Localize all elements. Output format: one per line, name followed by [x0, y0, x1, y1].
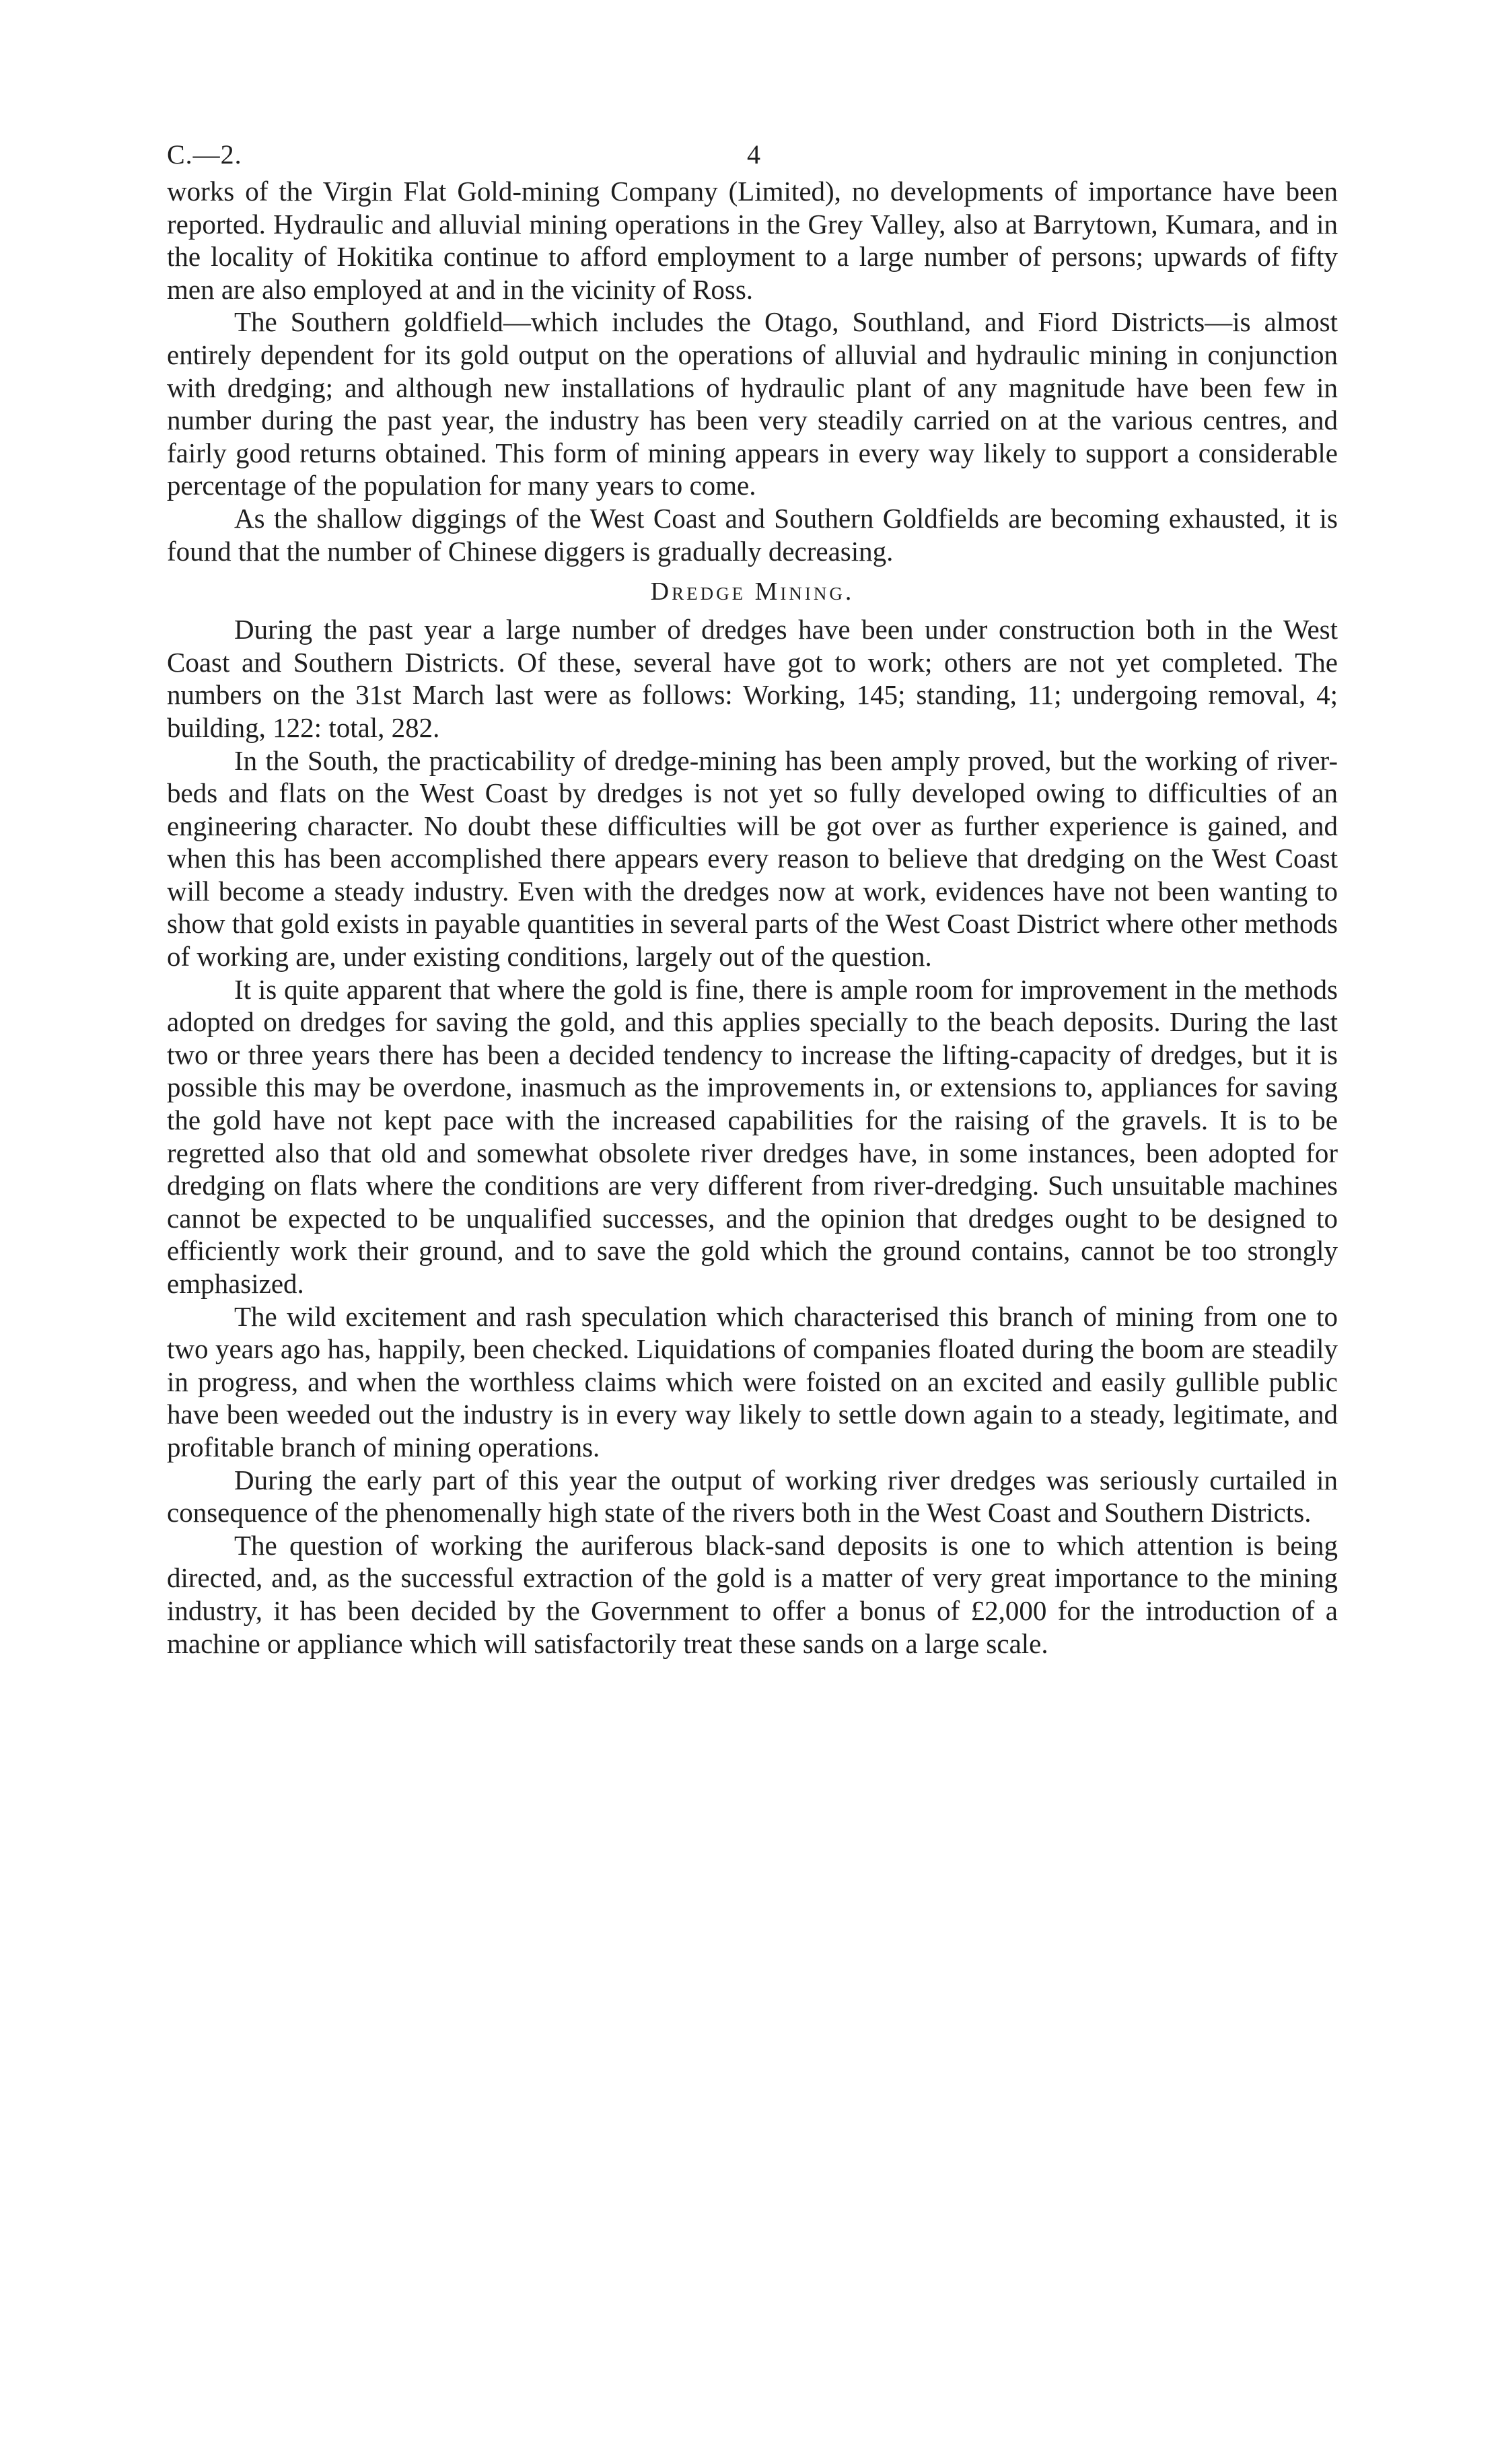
- section-heading: Dredge Mining.: [650, 577, 855, 606]
- paragraph: During the past year a large number of dredges have been under construction both in the West Coast and Southern Districts. Of these, several have got to work; others are not yet completed. The numbers on the 31st March last were as follows: Working, 145; standing, 11; undergoing removal, 4; building, 122: total, 282.: [167, 614, 1338, 743]
- body-text: [167, 175, 1338, 1660]
- paragraph: The wild excitement and rash speculation which characterised this branch of mining from one to two years ago has, happily, been checked. Liquidations of companies floated during the boom are steadily in progress, and when the worthless claims which were foisted on an excited and easily gullible public have been weeded out the industry is in every way likely to settle down again to a steady, legitimate, and profitable branch of mining operations.: [167, 1300, 1338, 1463]
- paragraph: works of the Virgin Flat Gold-mining Company (Limited), no developments of importance have been reported. Hydraulic and alluvial mining operations in the Grey Valley, also at Barrytown, Kumara, and in the locality of Hokitika continue to afford employment to a large number of persons; upwards of fifty men are also employed at and in the vicinity of Ross.: [167, 176, 1338, 305]
- paragraph: During the early part of this year the output of working river dredges was seriously curtailed in consequence of the phenomenally high state of the rivers both in the West Coast and Southern Districts.: [167, 1464, 1338, 1528]
- page-number: 4: [747, 139, 760, 170]
- paragraph: As the shallow diggings of the West Coast and Southern Goldfields are becoming exhausted, it is found that the number of Chinese diggers is gradually decreasing.: [167, 502, 1338, 567]
- page-header: [167, 135, 1338, 175]
- paragraph: It is quite apparent that where the gold is fine, there is ample room for improvement in the methods adopted on dredges for saving the gold, and this applies specially to the beach deposits. During the last two or three years there has been a decided tendency to increase the lifting-capacity of dredges, but it is possible this may be overdone, inasmuch as the improvements in, or extensions to, appliances for saving the gold have not kept pace with the increased capabilities for the raising of the gravels. It is to be regretted also that old and somewhat obsolete river dredges have, in some instances, been adopted for dredging on flats where the conditions are very different from river-dredging. Such unsuitable machines cannot be expected to be unqualified successes, and the opinion that dredges ought to be designed to efficiently work their ground, and to save the gold which the ground contains, cannot be too strongly emphasized.: [167, 973, 1338, 1299]
- document-page: [167, 135, 1338, 1660]
- paragraph: The question of working the auriferous black-sand deposits is one to which attention is being directed, and, as the successful extraction of the gold is a matter of very great importance to the mining industry, it has been decided by the Government to offer a bonus of £2,000 for the introduction of a machine or appliance which will satisfactorily treat these sands on a large scale.: [167, 1529, 1338, 1659]
- document-reference: C.—2.: [167, 139, 242, 170]
- paragraph: In the South, the practicability of dredge-mining has been amply proved, but the working of river-beds and flats on the West Coast by dredges is not yet so fully developed owing to difficulties of an engineering character. No doubt these difficulties will be got over as further experience is gained, and when this has been accomplished there appears every reason to believe that dredging on the West Coast will become a steady industry. Even with the dredges now at work, evidences have not been wanting to show that gold exists in payable quantities in several parts of the West Coast District where other methods of working are, under existing conditions, largely out of the question.: [167, 744, 1338, 973]
- paragraph: The Southern goldfield—which includes the Otago, Southland, and Fiord Districts—is almost entirely dependent for its gold output on the operations of alluvial and hydraulic mining in conjunction with dredging; and although new installations of hydraulic plant of any magnitude have been few in number during the past year, the industry has been very steadily carried on at the various centres, and fairly good returns obtained. This form of mining appears in every way likely to support a considerable percentage of the population for many years to come.: [167, 306, 1338, 501]
